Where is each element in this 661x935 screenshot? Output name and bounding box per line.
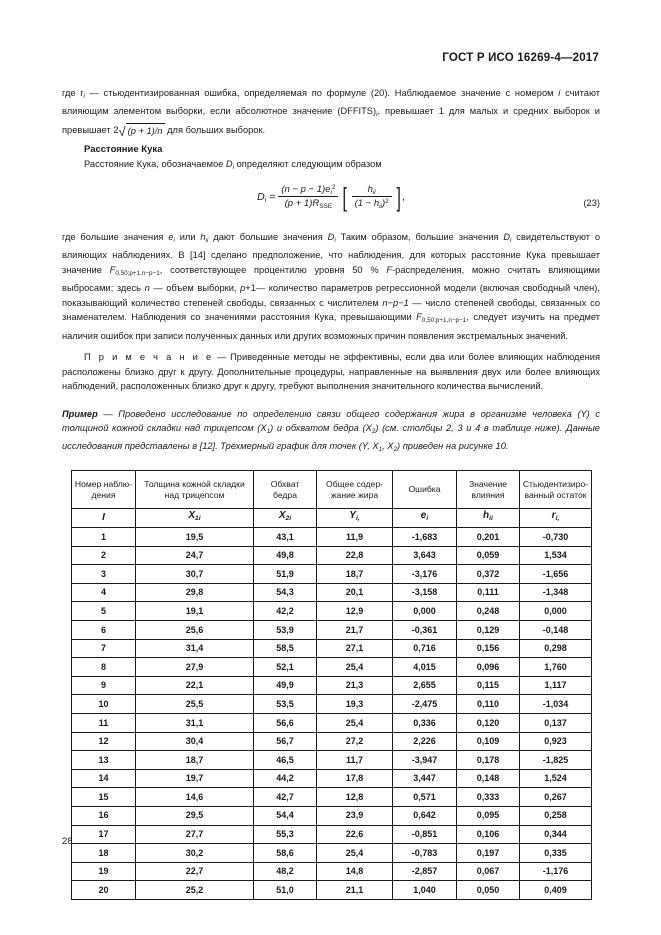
table-cell: 12,9	[317, 602, 393, 621]
table-cell: 53,9	[254, 620, 317, 639]
table-cell: 48,2	[254, 862, 317, 881]
p2-var-h-sub: ii	[205, 236, 209, 244]
table-symbol-row	[72, 509, 592, 528]
table-cell: 30,2	[136, 844, 254, 863]
table-cell: 0,267	[520, 788, 592, 807]
table-cell: 49,9	[254, 676, 317, 695]
table-row	[72, 881, 592, 900]
table-col-header-1: Толщина кожной складки над трицепсом	[136, 471, 254, 509]
table-cell: -0,851	[393, 825, 457, 844]
table-row	[72, 546, 592, 565]
table-symbol-sub: 1i	[195, 515, 201, 523]
formula-inner-den-sup: 2	[385, 198, 389, 206]
table-cell: 44,2	[254, 769, 317, 788]
table-cell: 25,2	[136, 881, 254, 900]
table-cell: 0,000	[393, 602, 457, 621]
formula-expression	[62, 181, 600, 212]
table-cell: 3,447	[393, 769, 457, 788]
table-cell: -1,656	[520, 565, 592, 584]
example-block	[62, 407, 600, 457]
table-cell: 31,4	[136, 639, 254, 658]
table-row	[72, 844, 592, 863]
table-cell: 19,5	[136, 528, 254, 547]
table-row	[72, 788, 592, 807]
table-cell: 0,096	[457, 658, 520, 677]
note-label: П р и м е ч а н и е	[84, 352, 214, 363]
table-col-header-2: Обхват бедра	[254, 471, 317, 509]
table-cell: 12	[72, 732, 136, 751]
cook-distance-heading: Расстояние Кука	[84, 144, 163, 156]
p1-part-d: , превышает 1 для малых и средних выборок и превышает 2	[62, 106, 600, 135]
table-cell: 19,1	[136, 602, 254, 621]
table-cell: 15	[72, 788, 136, 807]
table-cell: 0,344	[520, 825, 592, 844]
p2-s10: — число степеней свободы, связанных со знаменателем. Наблюдения со значениями расстояния Кука, превышающими	[62, 297, 600, 323]
table-cell: -1,176	[520, 862, 592, 881]
table-cell: 20	[72, 881, 136, 900]
table-cell: 0,129	[457, 620, 520, 639]
p2-var-e: e	[168, 231, 174, 242]
table-cell: 10	[72, 695, 136, 714]
table-cell: 5	[72, 602, 136, 621]
table-cell: 8	[72, 658, 136, 677]
table-cell: 21,7	[317, 620, 393, 639]
table-cell: -2,475	[393, 695, 457, 714]
table-cell: 22,7	[136, 862, 254, 881]
table-row	[72, 806, 592, 825]
table-symbol-4	[393, 509, 457, 528]
formula-num-text: (n − p − 1)e	[281, 183, 331, 195]
example-sub4: 2	[393, 445, 398, 453]
table-symbol-sub: i	[426, 515, 429, 523]
formula-cook-distance	[62, 181, 600, 224]
table-row	[72, 583, 592, 602]
p1-italic-i: i	[558, 88, 561, 98]
cook-symbol-D: D	[225, 159, 233, 170]
table-cell: 4,015	[393, 658, 457, 677]
table-symbol-sub: ii	[489, 515, 493, 523]
formula-inner-fraction	[352, 184, 392, 211]
table-cell: 42,7	[254, 788, 317, 807]
table-symbol-base: X	[188, 510, 195, 522]
table-cell: 2,655	[393, 676, 457, 695]
cook-intro-a: Расстояние Кука, обозначаемое	[84, 159, 226, 170]
table-cell: 31,1	[136, 713, 254, 732]
table-cell: -1,683	[393, 528, 457, 547]
table-row	[72, 769, 592, 788]
table-col-header-5: Значение влияния	[457, 471, 520, 509]
table-cell: 1,760	[520, 658, 592, 677]
table-cell: 0,258	[520, 806, 592, 825]
table-cell: 0,050	[457, 881, 520, 900]
p2-var-D2-sub: i	[510, 236, 512, 244]
table-cell: 25,4	[317, 844, 393, 863]
table-cell: 58,6	[254, 844, 317, 863]
table-row	[72, 862, 592, 881]
formula-num-sup: 2	[331, 183, 336, 191]
p2-var-n: n	[144, 282, 150, 293]
table-row	[72, 658, 592, 677]
table-row	[72, 676, 592, 695]
table-cell: 25,4	[317, 713, 393, 732]
formula-inner-num	[352, 184, 392, 198]
table-cell: -3,947	[393, 751, 457, 770]
table-cell: 54,4	[254, 806, 317, 825]
standard-header: ГОСТ Р ИСО 16269-4—2017	[442, 52, 599, 64]
p2-var-D1: D	[327, 231, 335, 242]
table-row	[72, 602, 592, 621]
formula-number: (23)	[583, 197, 600, 208]
table-symbol-sub: i,	[355, 515, 360, 523]
table-cell: 18,7	[136, 751, 254, 770]
table-cell: 19,3	[317, 695, 393, 714]
formula-inner-den	[352, 197, 392, 210]
table-cell: -3,176	[393, 565, 457, 584]
table-cell: 11	[72, 713, 136, 732]
p2-var-F1-sub: 0,50;p+1,n−p−1	[115, 269, 160, 277]
table-cell: 18	[72, 844, 136, 863]
table-cell: 17,8	[317, 769, 393, 788]
table-cell: 3,643	[393, 546, 457, 565]
table-cell: 11,9	[317, 528, 393, 547]
table-cell: -2,857	[393, 862, 457, 881]
table-symbol-base: r	[551, 510, 556, 522]
p2-s2: или	[174, 231, 201, 242]
note-text: — Приведенные методы не эффективны, если два или более влияющих наблюдения расположены близко друг к другу. Дополнительные процедуры, направленные на выявления двух или более влияющих наблюдений, расположенных близко друг к другу, требуют выполнения значительного количества вычислений.	[62, 352, 601, 392]
p2-var-np: n−p−1	[382, 297, 409, 308]
table-symbol-sub: 2i	[285, 515, 292, 523]
table-cell: 0,000	[520, 602, 592, 621]
table-cell: 0,248	[457, 602, 520, 621]
table-cell: -0,730	[520, 528, 592, 547]
table-cell: 0,201	[457, 528, 520, 547]
table-row	[72, 825, 592, 844]
table-symbol-5	[457, 509, 520, 528]
sqrt-expression	[119, 123, 165, 139]
table-cell: 51,9	[254, 565, 317, 584]
table-cell: -0,783	[393, 844, 457, 863]
table-cell: 29,5	[136, 806, 254, 825]
p2-s8: — объем выборки,	[149, 282, 241, 293]
table-cell: -1,348	[520, 583, 592, 602]
table-symbol-base: h	[483, 510, 490, 522]
p2-s1: где большие значения	[62, 231, 169, 242]
formula-inner-num-text: h	[367, 183, 373, 195]
paragraph-cook-explanation	[62, 230, 600, 343]
table-cell: 0,109	[457, 732, 520, 751]
table-cell: 58,5	[254, 639, 317, 658]
table-cell: 46,5	[254, 751, 317, 770]
p2-s6: , соответствующее процентилю уровня 50 %	[159, 264, 387, 275]
table-cell: 0,120	[457, 713, 520, 732]
table-cell: 1,117	[520, 676, 592, 695]
p1-part-a: где r	[62, 88, 84, 98]
table-cell: 0,111	[457, 583, 520, 602]
table-cell: 27,7	[136, 825, 254, 844]
table-body	[72, 528, 592, 900]
p1-part-b: — стьюдентизированная ошибка, определяемая по формуле (20). Наблюдаемое значение с номером	[84, 88, 559, 98]
sqrt-body: (p + 1)/n	[126, 123, 165, 139]
formula-den-sub: SSE	[319, 203, 333, 211]
table-cell: 29,8	[136, 583, 254, 602]
sqrt-symbol-icon: √	[118, 123, 126, 139]
note-block	[62, 350, 600, 394]
table-row	[72, 528, 592, 547]
table-cell: 20,1	[317, 583, 393, 602]
formula-numerator	[278, 184, 338, 198]
table-cell: 2,226	[393, 732, 457, 751]
example-sub3: 1	[378, 445, 383, 453]
table-cell: 55,3	[254, 825, 317, 844]
paragraph-dffits	[62, 86, 600, 139]
table-cell: 14	[72, 769, 136, 788]
table-cell: 1	[72, 528, 136, 547]
formula-inner-num-sub: ii	[372, 188, 376, 196]
formula-lhs-sub: i	[264, 195, 267, 204]
table-cell: 0,335	[520, 844, 592, 863]
table-cell: 0,571	[393, 788, 457, 807]
table-cell: 0,156	[457, 639, 520, 658]
table-cell: 22,1	[136, 676, 254, 695]
table-row	[72, 695, 592, 714]
table-cell: 6	[72, 620, 136, 639]
table-cell: 0,409	[520, 881, 592, 900]
formula-num-sub: i	[330, 188, 332, 196]
table-cell: 0,095	[457, 806, 520, 825]
table-cell: 0,110	[457, 695, 520, 714]
formula-lhs: D	[257, 190, 265, 203]
table-cell: 14,6	[136, 788, 254, 807]
table-cell: 0,372	[457, 565, 520, 584]
table-cell: 2	[72, 546, 136, 565]
example-sub2: 2	[371, 427, 376, 435]
p2-s5: свидетельствуют о влияющих наблюдениях. В [14] сделано предположение, что наблюдения, для которых расстояние Кука превышает значение	[62, 231, 601, 275]
p1-part-e: для больших выборок.	[164, 124, 266, 135]
table-cell: 23,9	[317, 806, 393, 825]
cook-symbol-D-sub: i	[232, 164, 235, 172]
table-cell: 21,3	[317, 676, 393, 695]
table-cell: 0,067	[457, 862, 520, 881]
table-col-header-6: Стьюдентизиро- ванный остаток	[520, 471, 592, 509]
table-cell: 22,6	[317, 825, 393, 844]
example-t2: ) и обхватом бедра (X	[270, 423, 372, 434]
formula-inner-den-b: )	[382, 198, 386, 210]
table-cell: 9	[72, 676, 136, 695]
table-symbol-base: e	[420, 510, 427, 522]
table-cell: 19	[72, 862, 136, 881]
table-row	[72, 732, 592, 751]
table-cell: 24,7	[136, 546, 254, 565]
table-cell: -0,361	[393, 620, 457, 639]
table-cell: 0,333	[457, 788, 520, 807]
right-bracket-icon: ]	[396, 181, 401, 212]
table-symbol-base: Y	[349, 510, 356, 522]
table-cell: 56,6	[254, 713, 317, 732]
example-t5: ) приведен на рисунке 10.	[397, 441, 509, 452]
p2-var-p: p	[240, 282, 246, 293]
table-cell: 1,524	[520, 769, 592, 788]
table-symbol-2	[254, 509, 317, 528]
table-symbol-0	[72, 509, 136, 528]
table-cell: 0,197	[457, 844, 520, 863]
p2-s3: дают большие значения	[208, 231, 328, 242]
formula-main-fraction	[278, 184, 338, 211]
p2-var-D2: D	[503, 231, 511, 242]
table-cell: 27,9	[136, 658, 254, 677]
formula-equals: =	[269, 190, 276, 203]
table-cell: 0,642	[393, 806, 457, 825]
table-cell: 7	[72, 639, 136, 658]
table-cell: 0,106	[457, 825, 520, 844]
p2-var-D1-sub: i	[334, 236, 336, 244]
table-cell: 19,7	[136, 769, 254, 788]
cook-intro-b: определяют следующим образом	[234, 159, 382, 170]
table-cell: 12,8	[317, 788, 393, 807]
table-cell: 1,040	[393, 881, 457, 900]
table-symbol-base: X	[278, 510, 286, 522]
p2-var-e-sub: i	[173, 236, 175, 244]
table-cell: 21,1	[317, 881, 393, 900]
formula-den-text: (p + 1)R	[284, 198, 320, 210]
table-row	[72, 620, 592, 639]
table-cell: -0,148	[520, 620, 592, 639]
p2-var-F3: F	[416, 312, 422, 323]
page-content	[62, 86, 600, 900]
p1-subscript-i2: i	[376, 111, 378, 119]
table-cell: 51,0	[254, 881, 317, 900]
p2-var-F2: F	[386, 264, 393, 275]
table-cell: 3	[72, 565, 136, 584]
table-col-header-3: Общее содер- жание жира	[317, 471, 393, 509]
table-cell: 11,7	[317, 751, 393, 770]
table-symbol-3	[317, 509, 393, 528]
table-cell: 14,8	[317, 862, 393, 881]
example-t4: , X	[382, 441, 394, 452]
table-cell: 25,5	[136, 695, 254, 714]
p2-var-F1: F	[109, 264, 116, 275]
table-cell: 1,534	[520, 546, 592, 565]
table-cell: -1,825	[520, 751, 592, 770]
table-col-header-4: Ошибка	[393, 471, 457, 509]
p2-s9: +1— количество параметров регрессионной модели (включая свободный член), показывающий количество степеней свободы, связанных с числителем	[62, 282, 600, 308]
table-cell: 25,4	[317, 658, 393, 677]
p2-s4: Таким образом, большие значения	[335, 231, 504, 242]
formula-inner-den-a: (1 − h	[354, 198, 380, 210]
table-cell: 4	[72, 583, 136, 602]
table-cell: 17	[72, 825, 136, 844]
table-cell: 0,336	[393, 713, 457, 732]
example-sub1: 1	[266, 427, 271, 435]
table-cell: 0,178	[457, 751, 520, 770]
example-t1: — Проведено исследование по определению связи общего содержания жира в организме человека (Y) с толщиной кожной складки над трицепсом (X	[62, 408, 600, 434]
page-number: 28	[62, 836, 73, 847]
table-cell: 49,8	[254, 546, 317, 565]
table-cell: 27,2	[317, 732, 393, 751]
table-cell: 56,7	[254, 732, 317, 751]
observations-table	[71, 470, 592, 900]
p2-var-F3-sub: 0,50;p+1,n−p−1	[421, 316, 467, 324]
p2-var-h: h	[200, 231, 206, 242]
table-cell: 0,137	[520, 713, 592, 732]
table-cell: 0,148	[457, 769, 520, 788]
example-label: Пример	[62, 408, 98, 419]
table-cell: 0,923	[520, 732, 592, 751]
table-header-row	[72, 471, 592, 509]
formula-denominator	[278, 197, 338, 210]
table-cell: 42,2	[254, 602, 317, 621]
table-cell: -1,034	[520, 695, 592, 714]
table-row	[72, 639, 592, 658]
table-symbol-6	[520, 509, 592, 528]
table-row	[72, 713, 592, 732]
table-cell: 25,6	[136, 620, 254, 639]
table-cell: 0,115	[457, 676, 520, 695]
p1-part-c: считают влияющим элементом выборки, если абсолютное значение (DFFITS)	[62, 88, 601, 117]
table-cell: 0,059	[457, 546, 520, 565]
table-cell: 30,4	[136, 732, 254, 751]
formula-trailing-comma: ,	[401, 190, 405, 203]
table-cell: 43,1	[254, 528, 317, 547]
table-row	[72, 565, 592, 584]
formula-inner-den-sub: ii	[379, 203, 382, 211]
table-cell: 52,1	[254, 658, 317, 677]
table-cell: 0,298	[520, 639, 592, 658]
example-t3: ) (см. столбцы 2, 3 и 4 в таблице ниже). Данные исследования представлены в [12]. Трехмерный график для точек (Y, X	[62, 423, 600, 452]
table-cell: 54,3	[254, 583, 317, 602]
p2-s11: , следует изучить на предмет наличия ошибок при записи полученных данных или других возможных причин появления экстремальных значений.	[62, 312, 601, 341]
table-cell: 53,5	[254, 695, 317, 714]
table-cell: 27,1	[317, 639, 393, 658]
p2-s7: -распределения, можно считать влияющими выбросами; здесь	[62, 264, 600, 293]
table-cell: 13	[72, 751, 136, 770]
table-cell: 18,7	[317, 565, 393, 584]
table-cell: 30,7	[136, 565, 254, 584]
table-col-header-0: Номер наблю- дения	[72, 471, 136, 509]
table-cell: 16	[72, 806, 136, 825]
table-cell: 0,716	[393, 639, 457, 658]
table-row	[72, 751, 592, 770]
table-symbol-1	[136, 509, 254, 528]
table-cell: -3,158	[393, 583, 457, 602]
table-symbol-base: I	[102, 511, 105, 523]
left-bracket-icon: [	[342, 181, 348, 212]
table-cell: 22,8	[317, 546, 393, 565]
table-symbol-sub: i,	[555, 515, 560, 523]
p1-subscript-i: i	[83, 92, 85, 100]
cook-distance-intro	[84, 157, 600, 175]
